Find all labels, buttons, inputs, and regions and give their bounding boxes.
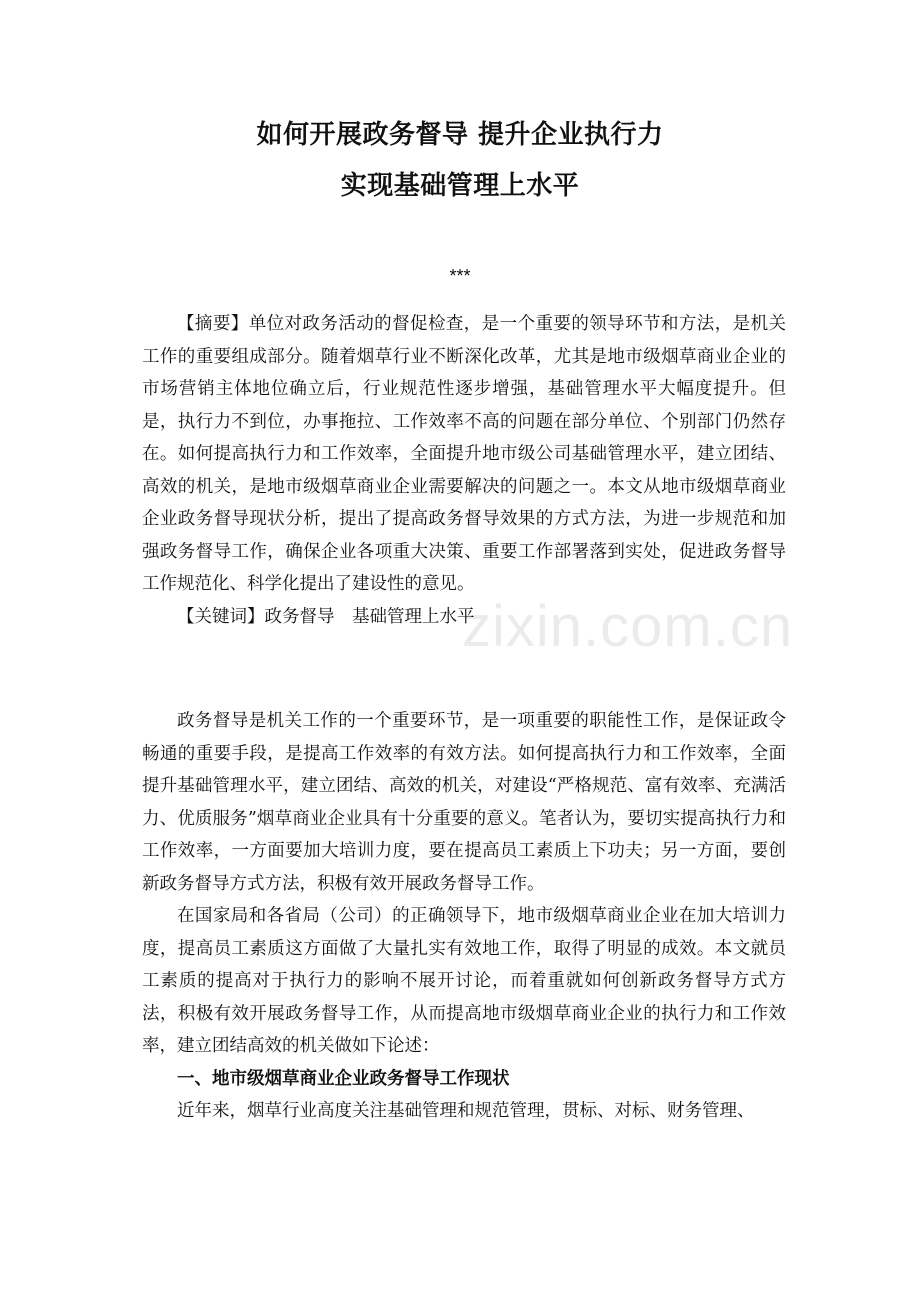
abstract-section [142, 308, 786, 633]
abstract-text: 单位对政务活动的督促检查，是一个重要的领导环节和方法，是机关工作的重要组成部分。随着烟草行业不断深化改革，尤其是地市级烟草商业企业的市场营销主体地位确立后，行业规范性逐步增强，基础管理水平大幅度提升。但是，执行力不到位，办事拖拉、工作效率不高的问题在部分单位、个别部门仍然存在。如何提高执行力和工作效率，全面提升地市级公司基础管理水平，建立团结、高效的机关，是地市级烟草商业企业需要解决的问题之一。本文从地市级烟草商业企业政务督导现状分析，提出了提高政务督导效果的方式方法，为进一步规范和加强政务督导工作，确保企业各项重大决策、重要工作部署落到实处，促进政务督导工作规范化、科学化提出了建设性的意见。 [142, 314, 787, 594]
abstract-label: 【摘要】 [177, 314, 249, 334]
watermark: zixin.com.cn [462, 594, 794, 659]
author-line: *** [449, 266, 471, 286]
keywords-text: 政务督导 基础管理上水平 [264, 606, 475, 627]
section-heading: 一、地市级烟草商业企业政务督导工作现状 [177, 1068, 510, 1089]
main-body [142, 705, 786, 1128]
keywords-paragraph [142, 601, 786, 634]
keywords-label: 【关键词】 [177, 606, 265, 627]
abstract-paragraph [142, 308, 786, 601]
body-paragraph-2: 在国家局和各省局（公司）的正确领导下，地市级烟草商业企业在加大培训力度，提高员工素质这方面做了大量扎实有效地工作，取得了明显的成效。本文就员工素质的提高对于执行力的影响不展开讨论，而着重就如何创新政务督导方式方法，积极有效开展政务督导工作，从而提高地市级烟草商业企业的执行力和工作效率，建立团结高效的机关做如下论述： [142, 906, 786, 1056]
document-title-line-1: 如何开展政务督导 提升企业执行力 [256, 120, 664, 150]
body-paragraph-1: 政务督导是机关工作的一个重要环节，是一项重要的职能性工作，是保证政令畅通的重要手段，是提高工作效率的有效方法。如何提高执行力和工作效率，全面提升基础管理水平，建立团结、高效的机关，对建设“严格规范、富有效率、充满活力、优质服务”烟草商业企业具有十分重要的意义。笔者认为，要切实提高执行力和工作效率，一方面要加大培训力度，要在提高员工素质上下功夫；另一方面，要创新政务督导方式方法，积极有效开展政务督导工作。 [142, 711, 786, 894]
body-paragraph-3: 近年来，烟草行业高度关注基础管理和规范管理，贯标、对标、财务管理、 [177, 1101, 755, 1121]
document-title-line-2: 实现基础管理上水平 [340, 171, 580, 201]
